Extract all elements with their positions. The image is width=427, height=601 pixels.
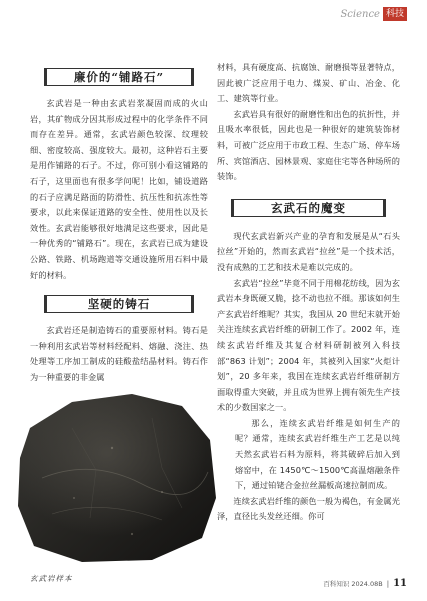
page-footer [323,578,407,589]
basalt-rock-illustration [12,388,220,566]
header-zh-badge: 科技 [383,7,407,21]
right-column [217,60,400,525]
paragraph: 玄武岩“拉丝”毕竟不同于用棉花纺线，因为玄武岩本身既硬又脆，捻不动也拉不细。那该如何生产玄武岩纤维呢？其实，我国从 20 世纪末就开始关注连续玄武岩纤维的研制工作了。2002 年，连续玄武岩纤维及其复合材料研制被列入科技部“863 计划”；2004 年，其被列入国家“火炬计划”，20 多年来，我国在连续玄武岩纤维研制方面取得重大突破，并且成为世界上拥有领先生产技术的少数国家之一。 [217,277,400,413]
paragraph: 那么，连续玄武岩纤维是如何生产的呢？通常，连续玄武岩纤维生产工艺是以纯天然玄武岩石料为原料，将其破碎后加入到熔窑中，在 1450℃～1500℃高温熔融条件下，通过铂铑合金拉丝漏板高速拉制而成。 [235,417,400,491]
paragraph: 玄武岩具有很好的耐磨性和出色的抗折性，并且吸水率很低，因此也是一种很好的建筑装饰材料，可被广泛应用于市政工程、生态广场、停车场所、宾馆酒店、园林景观、家庭住宅等各种场所的装饰。 [217,108,400,182]
paragraph: 连续玄武岩纤维的颜色一般为褐色，有金属光泽，直径比头发丝还细。你可 [217,495,400,522]
header-en-label: Science [340,8,380,20]
section-title: 玄武石的魔变 [271,200,346,215]
section-heading-cast-stone [30,293,208,315]
section-heading-paving-stone [30,66,208,88]
section-title: 廉价的“铺路石” [73,70,165,84]
basalt-sample-image [12,388,220,566]
paragraph: 玄武岩还是制造铸石的重要原材料。铸石是一种利用玄武岩等材料经配料、熔融、浇注、热处理等工序加工制成的硅酸盐结晶材料。铸石作为一种重要的非金属 [30,325,208,382]
image-caption: 玄武岩样本 [30,574,73,583]
paragraph: 材料，具有硬度高、抗腐蚀、耐磨损等显著特点，因此被广泛应用于电力、煤炭、矿山、冶金、化工、建筑等行业。 [217,62,400,104]
paragraph: 现代玄武岩新兴产业的孕育和发展是从“石头拉丝”开始的，然而玄武岩“拉丝”是一个技术活，没有成熟的工艺和技术是难以完成的。 [217,230,400,272]
footer-separator: | [386,579,390,588]
left-column [30,60,208,386]
paragraph: 玄武岩是一种由玄武岩浆凝固而成的火山岩，其矿物成分因其形成过程中的化学条件不同而存在差异。通常，玄武岩颜色较深、纹理较细、密度较高、强度较大。最初，这种岩石主要是用作铺路的石子。不过，你可别小看这铺路的石子，这里面也有很多学问呢！比如，铺设道路的石子应满足路面的防滑性、抗压性和抗冻性等要求，以此来保证道路的安全性、使用性以及长效性。玄武岩能够很好地满足这些要求，因此是一种优秀的“铺路石”。现在，玄武岩已成为建设公路、铁路、机场跑道等交通设施所用石料中最好的材料。 [30,98,208,280]
section-heading-basalt-transform [217,197,400,219]
page-header [340,6,407,22]
section-title: 坚硬的铸石 [87,297,151,312]
journal-issue: 百科知识 2024.08B [323,580,383,588]
page-number: 11 [393,578,407,589]
